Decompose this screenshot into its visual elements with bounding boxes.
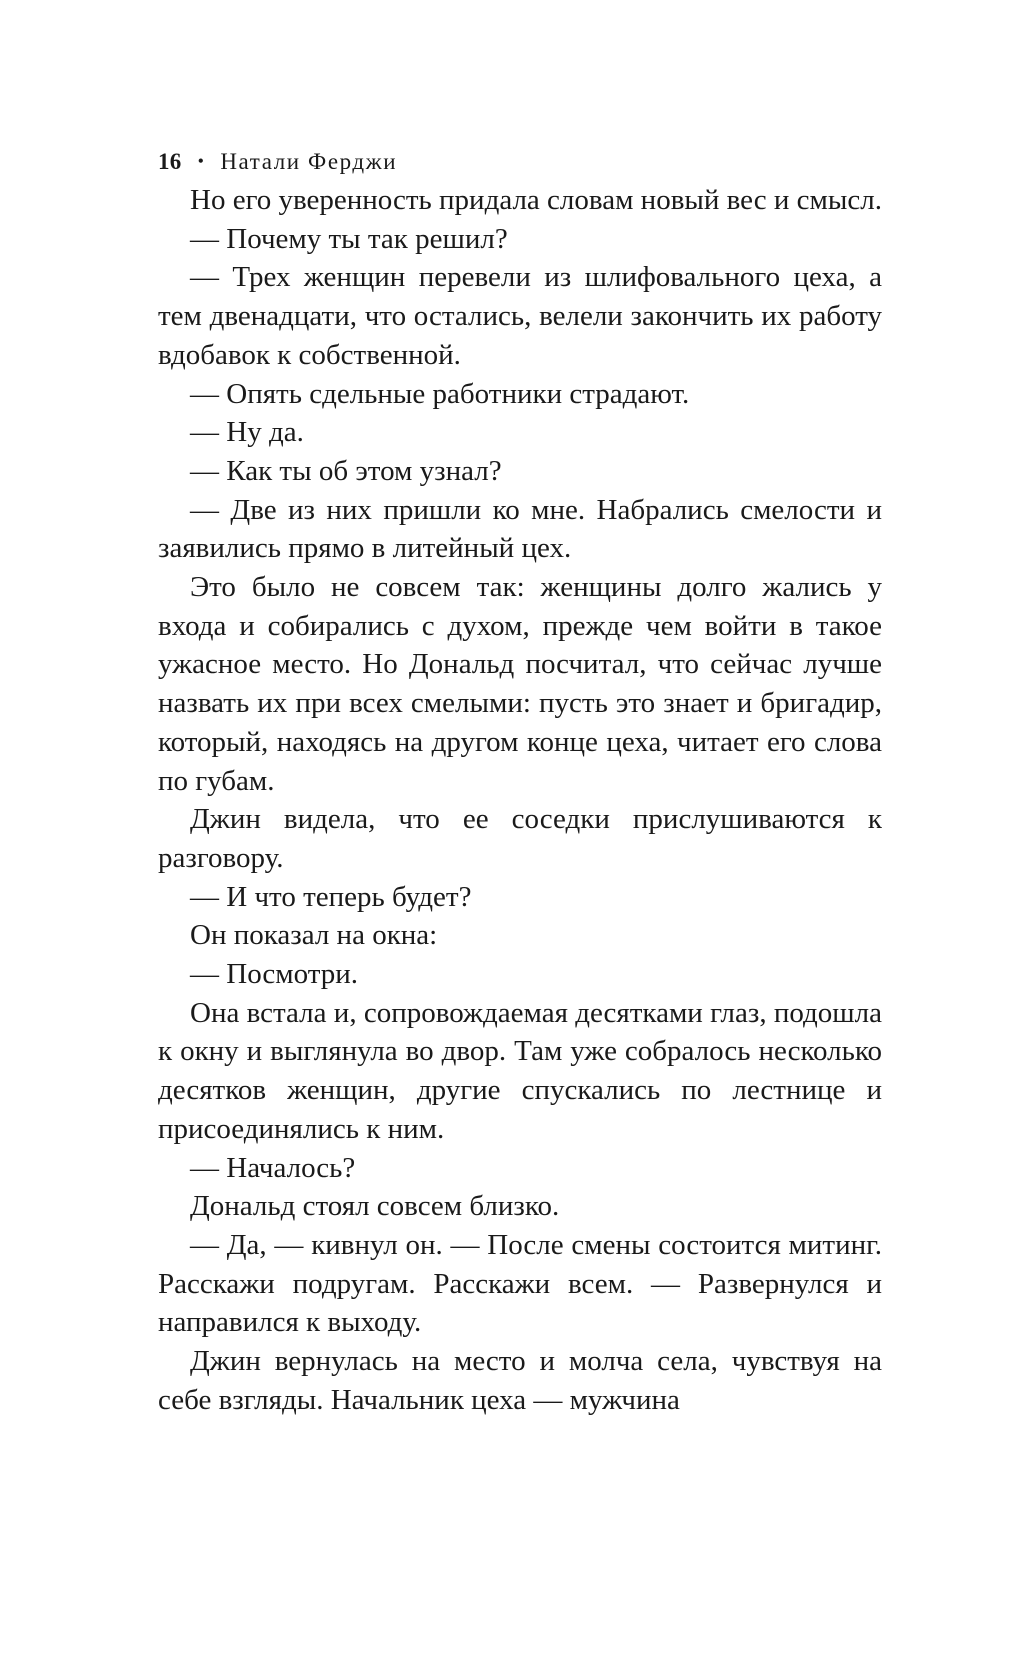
paragraph: Джин видела, что ее соседки прислушиваются к разговору. xyxy=(158,803,882,874)
page-number: 16 xyxy=(158,149,182,174)
paragraph: Он показал на окна: xyxy=(190,919,438,952)
paragraph: — Две из них пришли ко мне. Набрались смелости и заявились прямо в литейный цех. xyxy=(158,493,882,565)
paragraph: Это было не совсем так: женщины долго жались у входа и собирались с духом, прежде чем войти в такое ужасное место. Но Дональд посчитал, что сейчас лучше назвать их при всех смелыми: пусть это знает и бригадир, который, находясь на другом конце цеха, читает его слова по губам. xyxy=(158,571,882,797)
paragraph: Она встала и, сопровождаемая десятками глаз, подошла к окну и выглянула во двор. Там уже собралось несколько десятков женщин, другие спускались по лестнице и присоединялись к ним. xyxy=(158,996,882,1145)
paragraph: Дональд стоял совсем близко. xyxy=(190,1190,560,1223)
header-separator: • xyxy=(197,151,205,171)
book-page xyxy=(158,146,882,1420)
paragraph: — Ну да. xyxy=(190,416,304,449)
paragraph: — Почему ты так решил? xyxy=(190,222,508,255)
author-name: Натали Ферджи xyxy=(220,149,398,174)
paragraph: — Да, — кивнул он. — После смены состоится митинг. Расскажи подругам. Расскажи всем. — Развернулся и направился к выходу. xyxy=(158,1228,882,1339)
paragraph: — Началось? xyxy=(190,1151,356,1184)
paragraph: Джин вернулась на место и молча села, чувствуя на себе взгляды. Начальник цеха — мужчина xyxy=(158,1345,882,1416)
paragraph: — Трех женщин перевели из шлифовального цеха, а тем двенадцати, что остались, велели закончить их работу вдобавок к собственной. xyxy=(158,261,882,371)
body-text xyxy=(158,181,882,1420)
paragraph: — Опять сдельные работники страдают. xyxy=(190,377,690,410)
paragraph: — Как ты об этом узнал? xyxy=(190,454,502,487)
running-header xyxy=(158,146,882,177)
paragraph: Но его уверенность придала словам новый вес и смысл. xyxy=(190,184,882,216)
paragraph: — Посмотри. xyxy=(190,958,359,991)
paragraph: — И что теперь будет? xyxy=(190,880,472,913)
